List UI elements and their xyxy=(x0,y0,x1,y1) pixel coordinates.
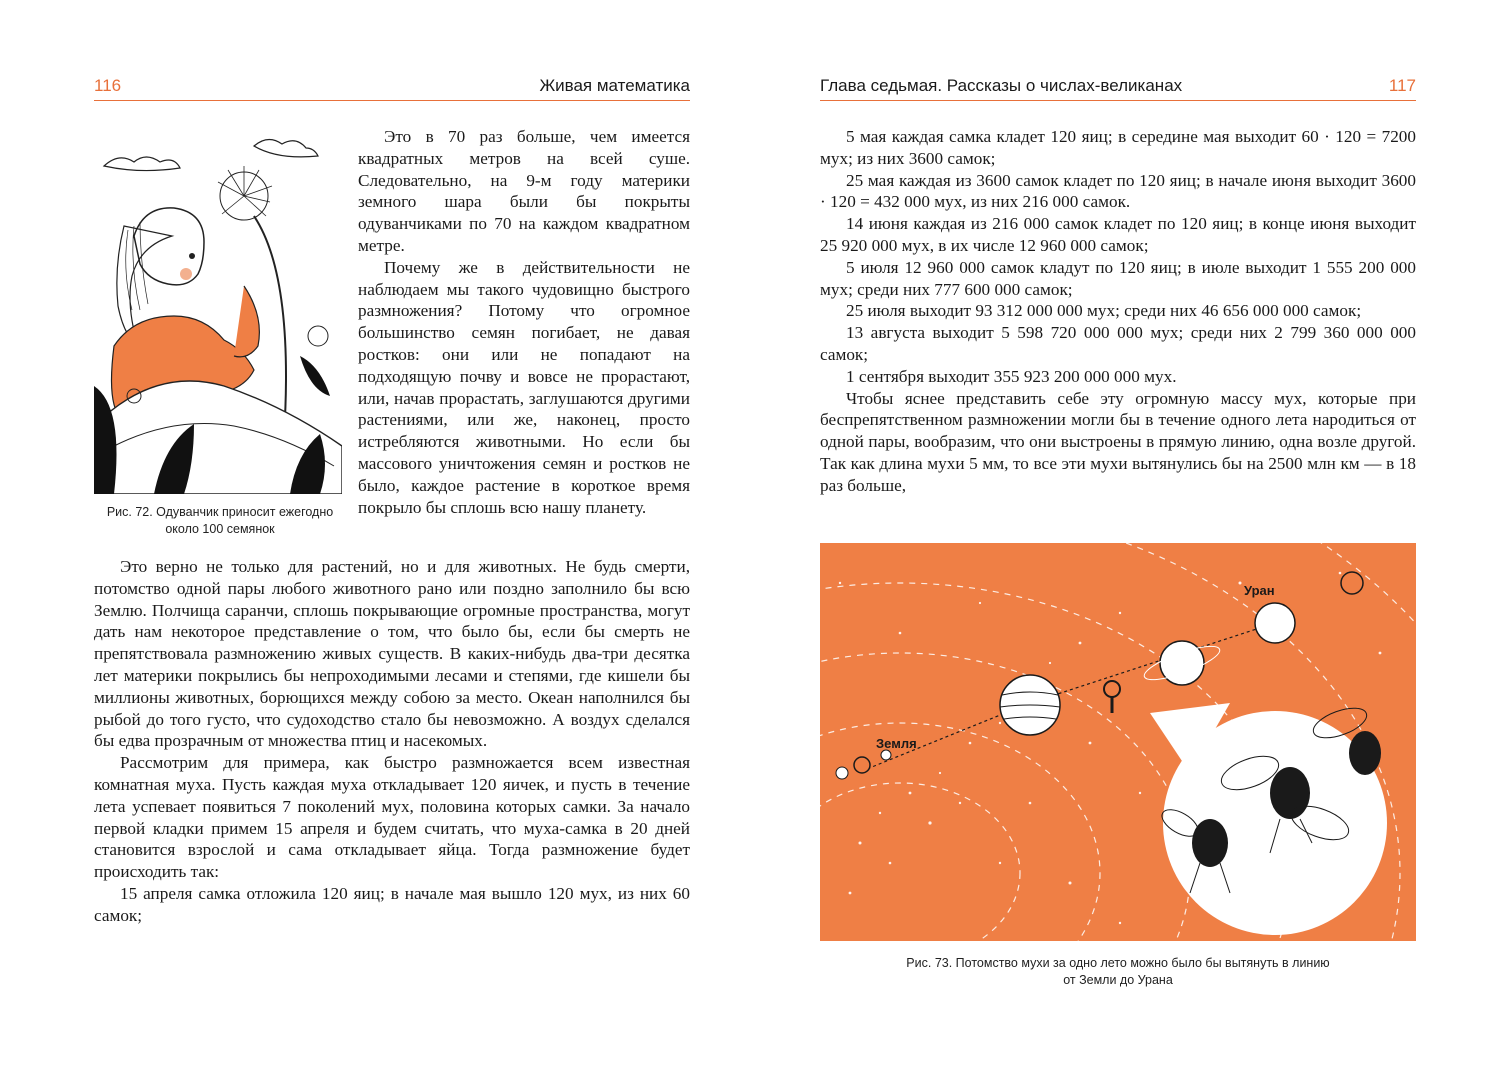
left-full-width-text xyxy=(94,556,690,927)
paragraph: 15 апреля самка отложила 120 яиц; в начале мая вышло 120 мух, из них 60 самок; xyxy=(94,883,690,925)
figure-72-dandelion-girl xyxy=(94,126,342,494)
right-page-header xyxy=(820,72,1416,101)
paragraph: 25 мая каждая из 3600 самок кладет по 120 яиц; в начале июня выходит 3600 · 120 = 432 000 мух, из них 216 000 самок. xyxy=(820,170,1416,212)
label-earth: Земля xyxy=(876,736,917,751)
figure-72-caption: Рис. 72. Одуванчик приносит ежегодно около 100 семянок xyxy=(106,505,334,536)
right-page-text xyxy=(820,126,1416,497)
right-page xyxy=(756,0,1512,1080)
paragraph: Это верно не только для растений, но и для животных. Не будь смерти, потомство одной пары любого животного рано или поздно заполнило бы всю Землю. Полчища саранчи, сплошь покрывающие огромные пространства, могут дать нам некоторое представление о том, что было бы, если бы смерть не препятствовала размножению живых существ. В каких-нибудь два-три десятка лет материки покрылись бы непроходимыми лесами и степями, где кишели бы миллионы животных, борющихся между собою за место. Океан наполнился бы рыбой до того густо, что судоходство стало бы невозможно. А воздух сделался бы едва прозрачным от множества птиц и насекомых. xyxy=(94,557,690,751)
right-page-number: 117 xyxy=(1388,76,1416,95)
label-uranus: Уран xyxy=(1244,583,1275,598)
figure-73-caption xyxy=(820,955,1416,989)
right-running-title: Глава седьмая. Рассказы о числах-великанах xyxy=(820,76,1183,95)
paragraph: 13 августа выходит 5 598 720 000 000 мух; среди них 2 799 360 000 000 самок; xyxy=(820,323,1416,364)
paragraph: Почему же в действительности не наблюдаем мы такого чудовищно быстрого размножения? Потому что огромное большинство семян погибает, не давая ростков: они или не попадают на подходящую почву и вовсе не прорастают, или, начав прорастать, заглушаются другими растениями, или же, наконец, просто истребляются животными. Но если бы массового уничтожения семян и ростков не было, каждое растение в короткое время покрыло бы сплошь всю нашу планету. xyxy=(358,257,690,517)
figure-73-caption-line-1: Рис. 73. Потомство мухи за одно лето можно было бы вытянуть в линию xyxy=(906,956,1330,970)
paragraph: 1 сентября выходит 355 923 200 000 000 мух. xyxy=(846,366,1177,386)
figure-73-flies-to-uranus xyxy=(820,543,1416,941)
left-page-number: 116 xyxy=(94,76,122,95)
paragraph: 5 июля 12 960 000 самок кладут по 120 яиц; в июле выходит 1 555 200 000 мух; среди них 777 600 000 самок; xyxy=(820,257,1416,299)
left-page-header xyxy=(94,72,690,101)
left-column-text xyxy=(358,126,690,518)
paragraph: 5 мая каждая самка кладет 120 яиц; в середине мая выходит 60 · 120 = 7200 мух; из них 3600 самок; xyxy=(820,127,1416,168)
paragraph: 14 июня каждая из 216 000 самок кладет по 120 яиц; в конце июня выходит 25 920 000 мух, в их числе 12 960 000 самок; xyxy=(820,214,1416,255)
figure-73-caption-line-2: от Земли до Урана xyxy=(1063,973,1173,987)
paragraph: 25 июля выходит 93 312 000 000 мух; среди них 46 656 000 000 самок; xyxy=(846,301,1362,321)
paragraph: Рассмотрим для примера, как быстро размножается всем известная комнатная муха. Пусть каждая муха откладывает 120 яичек, и пусть в течение лета успевает появиться 7 поколений мух, половина которых самки. За начало первой кладки примем 15 апреля и будем считать, что муха-самка в 20 дней становится взрослой и сама откладывает яйца. Тогда размножение будет происходить так: xyxy=(94,753,690,882)
left-running-title: Живая математика xyxy=(539,76,690,95)
paragraph: Это в 70 раз больше, чем имеется квадратных метров на всей суше. Следовательно, на 9-м году материки земного шара были бы покрыты одуванчиками по 70 на каждом квадратном метре. xyxy=(358,127,690,255)
paragraph: Чтобы яснее представить себе эту огромную массу мух, которые при беспрепятственном размножении могли бы в течение одного лета народиться от одной пары, вообразим, что они выстроены в прямую линию, одна возле другой. Так как длина мухи 5 мм, то все эти мухи вытянулись бы на 2500 млн км — в 18 раз больше, xyxy=(820,388,1416,495)
